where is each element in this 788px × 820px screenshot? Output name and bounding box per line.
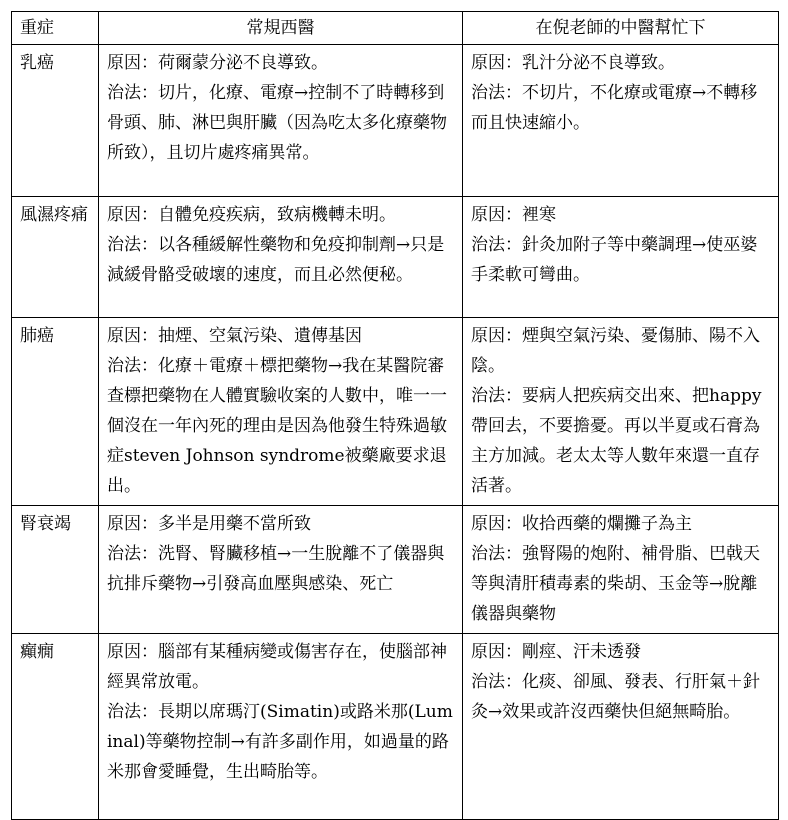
- western-treatment: 治法：化療＋電療＋標把藥物→我在某醫院審查標把藥物在人體實驗收案的人數中，唯一一個沒在一年內死的理由是因為他發生特殊過敏症steven Johnson syndrome被藥廠要求退出。: [107, 356, 447, 496]
- tcm-cell: [463, 197, 779, 318]
- tcm-treatment: 治法：不切片，不化療或電療→不轉移而且快速縮小。: [471, 83, 758, 133]
- header-western-medicine: 常規西醫: [99, 12, 463, 45]
- tcm-treatment: 治法：強腎陽的炮附、補骨脂、巴戟天等與清肝積毒素的柴胡、玉金等→脫離儀器與藥物: [471, 544, 760, 624]
- disease-cell: 腎衰竭: [12, 506, 99, 634]
- tcm-cause: 原因：煙與空氣污染、憂傷肺、陽不入陰。: [471, 326, 760, 376]
- western-treatment: 治法：長期以席瑪汀(Simatin)或路米那(Luminal)等藥物控制→有許多副作用，如過量的路米那會愛睡覺，生出畸胎等。: [107, 702, 453, 782]
- western-cell: [99, 318, 463, 506]
- western-cause: 原因：自體免疫疾病，致病機轉未明。: [107, 205, 396, 225]
- tcm-treatment: 治法：針灸加附子等中藥調理→使巫婆手柔軟可彎曲。: [471, 235, 758, 285]
- disease-cell: 肺癌: [12, 318, 99, 506]
- tcm-cause: 原因：乳汁分泌不良導致。: [471, 53, 675, 73]
- tcm-cause: 原因：收拾西藥的爛攤子為主: [471, 514, 692, 534]
- disease-cell: 乳癌: [12, 45, 99, 197]
- western-cell: [99, 197, 463, 318]
- tcm-cell: [463, 634, 779, 820]
- western-cause: 原因：荷爾蒙分泌不良導致。: [107, 53, 328, 73]
- tcm-cell: [463, 506, 779, 634]
- table-row: [12, 506, 779, 634]
- tcm-cell: [463, 318, 779, 506]
- western-cause: 原因：抽煙、空氣污染、遺傳基因: [107, 326, 362, 346]
- table-row: [12, 197, 779, 318]
- tcm-treatment: 治法：化痰、卻風、發表、行肝氣＋針灸→效果或許沒西藥快但絕無畸胎。: [471, 672, 760, 722]
- western-treatment: 治法：以各種緩解性藥物和免疫抑制劑→只是減緩骨骼受破壞的速度，而且必然便秘。: [107, 235, 445, 285]
- western-cause: 原因：腦部有某種病變或傷害存在，使腦部神經異常放電。: [107, 642, 447, 692]
- header-row: [12, 12, 779, 45]
- table-row: [12, 634, 779, 820]
- western-treatment: 治法：洗腎、腎臟移植→一生脫離不了儀器與抗排斥藥物→引發高血壓與感染、死亡: [107, 544, 445, 594]
- tcm-cell: [463, 45, 779, 197]
- disease-cell: 癲癇: [12, 634, 99, 820]
- tcm-cause: 原因：裡寒: [471, 205, 556, 225]
- western-treatment: 治法：切片，化療、電療→控制不了時轉移到骨頭、肺、淋巴與肝臟（因為吃太多化療藥物所致），且切片處疼痛異常。: [107, 83, 447, 163]
- western-cell: [99, 45, 463, 197]
- header-tcm: 在倪老師的中醫幫忙下: [463, 12, 779, 45]
- tcm-cause: 原因：剛痙、汗未透發: [471, 642, 641, 662]
- tcm-treatment: 治法：要病人把疾病交出來、把happy帶回去，不要擔憂。再以半夏或石膏為主方加減。老太太等人數年來還一直存活著。: [471, 386, 762, 496]
- header-disease: 重症: [12, 12, 99, 45]
- table-row: [12, 318, 779, 506]
- western-cause: 原因：多半是用藥不當所致: [107, 514, 311, 534]
- disease-cell: 風濕疼痛: [12, 197, 99, 318]
- comparison-table: [11, 11, 779, 820]
- western-cell: [99, 506, 463, 634]
- table-row: [12, 45, 779, 197]
- western-cell: [99, 634, 463, 820]
